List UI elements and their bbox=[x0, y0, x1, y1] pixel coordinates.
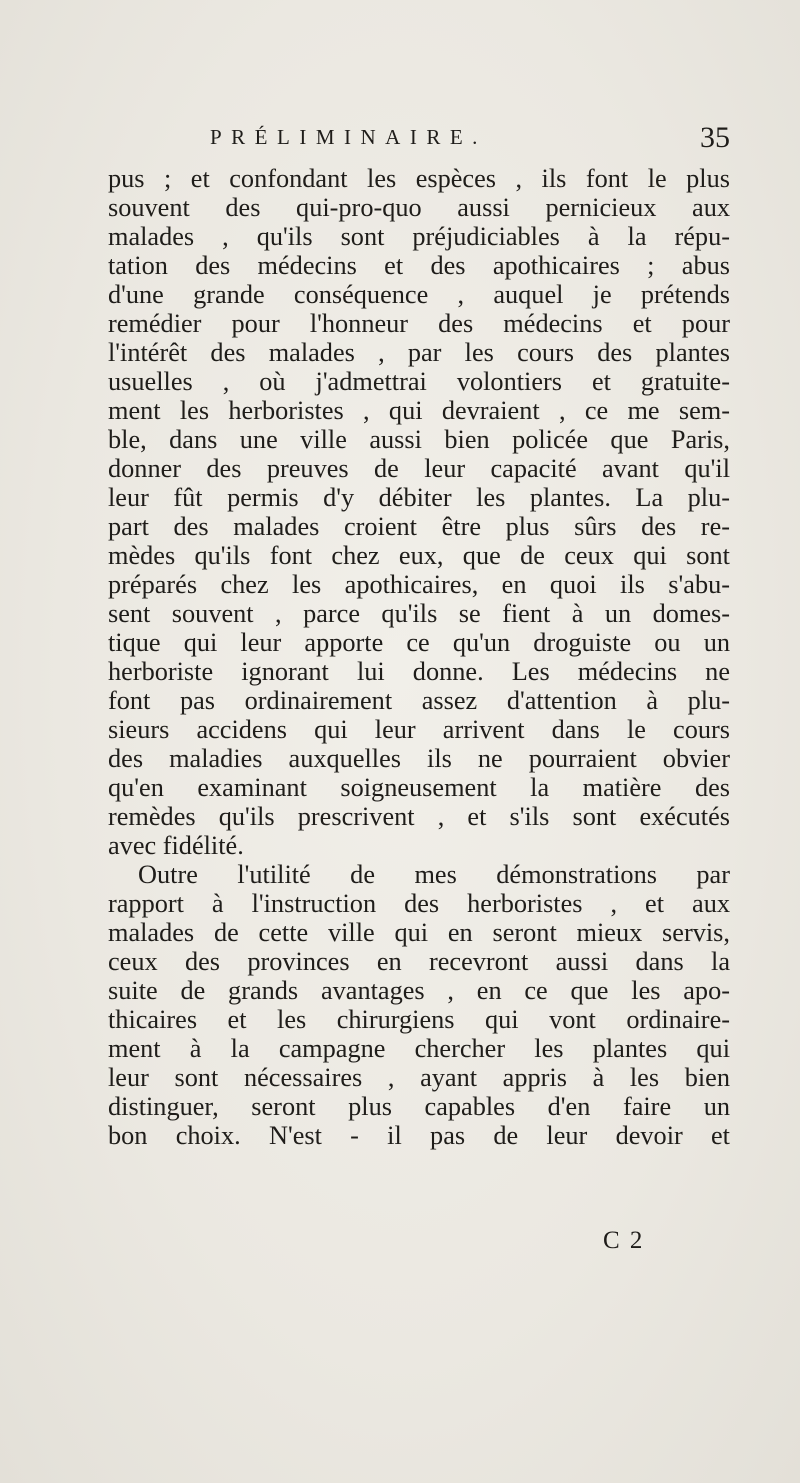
text-line: tique qui leur apporte ce qu'un droguiste ou un bbox=[108, 628, 730, 657]
text-line: tation des médecins et des apothicaires ; abus bbox=[108, 251, 730, 280]
text-line: remèdes qu'ils prescrivent , et s'ils sont exécutés bbox=[108, 802, 730, 831]
text-line: ceux des provinces en recevront aussi dans la bbox=[108, 947, 730, 976]
page-number: 35 bbox=[700, 121, 730, 154]
paragraph-end-line: avec fidélité. bbox=[108, 831, 244, 860]
text-line: ment les herboristes , qui devraient , ce me sem- bbox=[108, 396, 730, 425]
signature-mark: C 2 bbox=[603, 1227, 645, 1254]
text-line: des maladies auxquelles ils ne pourraient obvier bbox=[108, 744, 730, 773]
text-line: usuelles , où j'admettrai volontiers et gratuite- bbox=[108, 367, 730, 396]
text-line: thicaires et les chirurgiens qui vont ordinaire- bbox=[108, 1005, 730, 1034]
text-line: bon choix. N'est - il pas de leur devoir et bbox=[108, 1121, 730, 1150]
text-line: donner des preuves de leur capacité avant qu'il bbox=[108, 454, 730, 483]
text-line: mèdes qu'ils font chez eux, que de ceux qui sont bbox=[108, 541, 730, 570]
text-line: distinguer, seront plus capables d'en faire un bbox=[108, 1092, 730, 1121]
text-line: leur fût permis d'y débiter les plantes. La plu- bbox=[108, 483, 730, 512]
text-line: leur sont nécessaires , ayant appris à les bien bbox=[108, 1063, 730, 1092]
page-header bbox=[0, 121, 800, 161]
text-line: suite de grands avantages , en ce que les apo- bbox=[108, 976, 730, 1005]
paragraph-start-line: Outre l'utilité de mes démonstrations par bbox=[138, 860, 730, 889]
text-line: font pas ordinairement assez d'attention à plu- bbox=[108, 686, 730, 715]
text-line: malades , qu'ils sont préjudiciables à la répu- bbox=[108, 222, 730, 251]
text-line: rapport à l'instruction des herboristes , et aux bbox=[108, 889, 730, 918]
text-line: d'une grande conséquence , auquel je prétends bbox=[108, 280, 730, 309]
running-head: PRÉLIMINAIRE. bbox=[210, 125, 487, 149]
text-line: malades de cette ville qui en seront mieux servis, bbox=[108, 918, 730, 947]
text-line: l'intérêt des malades , par les cours des plantes bbox=[108, 338, 730, 367]
text-line: herboriste ignorant lui donne. Les médecins ne bbox=[108, 657, 730, 686]
text-line: ment à la campagne chercher les plantes qui bbox=[108, 1034, 730, 1063]
text-line: pus ; et confondant les espèces , ils font le plus bbox=[108, 164, 730, 193]
text-line: sent souvent , parce qu'ils se fient à un domes- bbox=[108, 599, 730, 628]
text-line: part des malades croient être plus sûrs des re- bbox=[108, 512, 730, 541]
text-line: remédier pour l'honneur des médecins et pour bbox=[108, 309, 730, 338]
text-line: préparés chez les apothicaires, en quoi ils s'abu- bbox=[108, 570, 730, 599]
text-line: ble, dans une ville aussi bien policée que Paris, bbox=[108, 425, 730, 454]
text-line: sieurs accidens qui leur arrivent dans le cours bbox=[108, 715, 730, 744]
text-line: souvent des qui-pro-quo aussi pernicieux aux bbox=[108, 193, 730, 222]
body-text bbox=[108, 164, 730, 1150]
text-line: qu'en examinant soigneusement la matière des bbox=[108, 773, 730, 802]
